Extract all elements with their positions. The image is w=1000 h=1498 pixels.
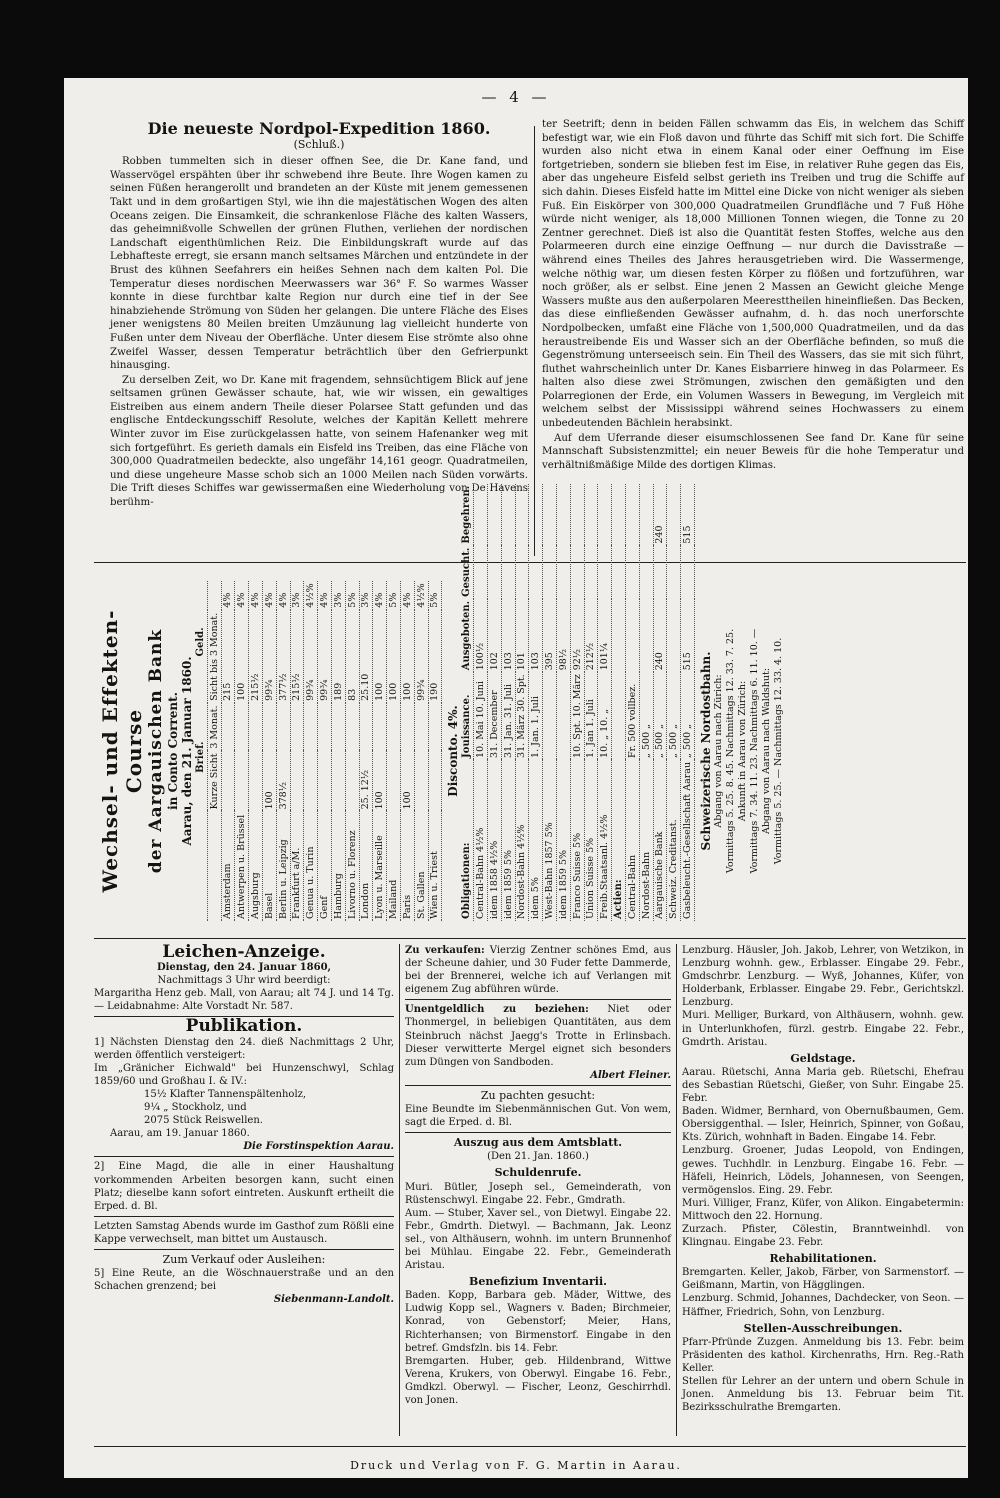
share-cell: Central-Bahn <box>625 760 639 921</box>
newspaper-page <box>64 78 968 1478</box>
jobs-entry: Pfarr-Pfründe Zuzgen. Anmeldung bis 13. Febr. beim Präsidenten des kathol. Kirchenraths, Hrn. Reg.-Rath Keller. <box>682 1336 964 1374</box>
fx-cell: 100 <box>262 751 276 812</box>
rail-line: Vormittags 5. 25. — Nachmittags 12. 33. 4. 10. <box>772 637 784 865</box>
fx-cell: 99¾ <box>304 610 318 703</box>
geld-entry: Baden. Widmer, Bernhard, von Obernußbaumen, Gem. Obersiggenthal. — Isler, Heinrich, Spinner, von Goßau, Kts. Zürich, wohnhaft in Baden. Eingabe 14. Febr. <box>682 1106 964 1144</box>
fx-cell <box>387 703 401 751</box>
fx-cell <box>304 703 318 751</box>
fx-cell <box>276 703 290 751</box>
bond-cell: 10. Spt. 10. März <box>571 674 583 758</box>
funeral-title: Leichen-Anzeige. <box>162 942 326 962</box>
bond-cell: 102 <box>487 599 501 672</box>
share-cell: „ 500 „ <box>681 672 695 760</box>
fx-cell <box>262 703 276 751</box>
bond-cell <box>543 546 557 599</box>
share-cell: „ 500 „ <box>639 672 653 760</box>
sale2-lead: Unentgeldlich zu beziehen: <box>405 1004 589 1016</box>
bond-row <box>543 484 557 921</box>
fx-cell: 3% <box>290 581 304 610</box>
bond-header: Obligationen: <box>460 760 473 921</box>
bond-cell <box>501 546 515 599</box>
fx-cell: Basel <box>262 811 276 921</box>
bond-row <box>501 484 515 921</box>
fx-cell <box>235 703 249 751</box>
share-row <box>653 484 667 921</box>
fx-cell: 5% <box>387 581 401 610</box>
rail-schedule <box>713 581 785 921</box>
share-cell: Schweiz. Creditanst. <box>667 760 681 921</box>
share-cell <box>639 599 653 672</box>
publication-title: Publikation. <box>185 1016 303 1037</box>
publication-item: 2075 Stück Reiswellen. <box>144 1115 263 1127</box>
bond-cell <box>584 484 598 546</box>
bond-cell <box>543 484 557 546</box>
fx-row <box>345 581 359 921</box>
ads-column-1 <box>94 944 394 1442</box>
fx-cell: 4% <box>318 581 332 610</box>
debt-entry: Muri. Bütler, Joseph sel., Gemeinderath, von Rüstenschwyl. Eingabe 22. Febr., Gmdrath. <box>405 1181 671 1206</box>
bond-cell <box>570 546 584 599</box>
fx-row <box>276 581 290 921</box>
header-geld: Geld. <box>194 581 207 703</box>
bond-cell: 10. Mai 10. Juni <box>474 672 488 760</box>
share-row <box>667 484 681 921</box>
fx-cell: 3% <box>331 581 345 610</box>
fx-cell <box>400 703 414 751</box>
fx-cell: 189 <box>331 610 345 703</box>
fx-row <box>400 581 414 921</box>
fx-cell: 100 <box>400 751 414 812</box>
bond-cell: Union Suisse 5% <box>584 760 598 921</box>
bond-cell <box>556 546 570 599</box>
fx-cell: Augsburg <box>249 811 263 921</box>
sale1-lead: Zu verkaufen: <box>405 945 485 956</box>
footer-rule <box>94 1446 966 1447</box>
fx-cell: Lyon u. Marseille <box>373 811 387 921</box>
share-cell <box>667 599 681 672</box>
bond-cell <box>556 672 570 760</box>
bond-cell: Freib.Staatsanl. 4½% <box>598 760 612 921</box>
geld-entry: Aarau. Rüetschi, Anna Maria geb. Rüetschi, Ehefrau des Sebastian Rüetschi, Gießer, von Suhr. Eingabe 25. Febr. <box>682 1066 964 1105</box>
rail-line: Abgang von Aarau nach Waldshut: <box>760 667 772 835</box>
fx-cell <box>414 751 428 812</box>
publication-text: 1] Nächsten Dienstag den 24. dieß Nachmittags 2 Uhr, werden öffentlich versteigert: <box>94 1036 394 1061</box>
bond-row <box>474 484 488 921</box>
fx-cell: 215½ <box>290 610 304 703</box>
bond-cell <box>529 484 543 546</box>
fx-cell: 5% <box>345 581 359 610</box>
rail-title: Schweizerische Nordostbahn. <box>698 651 713 851</box>
entry: Lenzburg. Häusler, Joh. Jakob, Lehrer, von Wetzikon, in Lenzburg wohnh. gew., Erblasser. Eingabe 29. Febr., Gmdschrbr. Lenzburg. — Wyß, Johannes, Küfer, von Holderbank, Erblasser. Eingabe 29. Febr., Gerichtskzl. Lenzburg. <box>682 945 964 1009</box>
funeral-line: Margaritha Henz geb. Mall, von Aarau; alt 74 J. und 14 Tg. — Leidabnahme: Alte Vorstadt Nr. 587. <box>94 988 394 1013</box>
share-cell: Nordost-Bahn <box>639 760 653 921</box>
lease-text: Eine Beundte im Siebenmännischen Gut. Von wem, sagt die Erped. d. Bl. <box>405 1104 671 1129</box>
rehab-entry: Lenzburg. Schmid, Johannes, Dachdecker, von Seon. — Häffner, Friedrich, Sohn, von Lenzburg. <box>682 1293 964 1318</box>
benefit-title: Benefizium Inventarii. <box>469 1275 607 1289</box>
header-brief: Brief. <box>194 703 207 812</box>
fx-cell: 25. 12½ <box>359 751 373 812</box>
exchange-table-subtitle: in Conto Corrent. <box>166 692 180 810</box>
bond-header: Gesucht. <box>461 547 473 597</box>
fx-cell: London <box>359 811 373 921</box>
bond-header: Begehren. <box>461 485 473 544</box>
fx-cell: 100 <box>400 610 414 703</box>
extract-title: Auszug aus dem Amtsblatt. <box>453 1136 623 1150</box>
imprint: Druck und Verlag von F. G. Martin in Aarau. <box>350 1459 682 1472</box>
lease-title: Zu pachten gesucht: <box>480 1088 596 1102</box>
bond-row <box>584 484 598 921</box>
bond-cell: 31. März 30. Spt. <box>516 674 528 758</box>
bond-cell: 103 <box>529 599 543 672</box>
share-cell <box>667 484 681 546</box>
sale-title: Zum Verkauf oder Ausleihen: <box>162 1252 326 1266</box>
fx-cell: 25.10 <box>359 610 373 703</box>
fx-row <box>262 581 276 921</box>
article-continuation: ter Seetrift; denn in beiden Fällen schwamm das Eis, in welchem das Schiff befestigt war, wie ein Floß davon und führte das Schiff mit sich fort. Die Schiffe wurden also nicht etwa in einem Kanal oder einer Oeffnung im Eise fortgetrieben, sondern sie blieben fest im Eise, in relativer Ruhe gegen das Eis, aber das ungeheure Eisfeld selbst gerieth ins Treiben und trug die Schiffe auf sich dahin. Dieses Eisfeld hatte im Mittel eine Dicke von nicht weniger als sieben Fuß. Ein Eiskörper von 300,000 Quadratmeilen Grundfläche und 7 Fuß Höhe würde nicht weniger, als 18,000 Millionen Tonnen wiegen, die Tonne zu 20 Zentner gerechnet. Dieß ist also die Quantität festen Stoffes, welche aus den Polarmeeren durch eine einzige Oeffnung — nur durch die Davisstraße — während eines Theiles des Jahres herausgetrieben wird. Die Wassermenge, welche nöthig war, um diesen festen Körper zu flößen und fortzuführen, war noch größer, als er selbst. Eine jenen 2 Massen an Gewicht gleiche Menge Wassers mußte aus den außerpolaren Meeresttheilen hineinfließen. Das Becken, das diese einfließenden Gewässer aufnahm, d. h. das noch unerforschte Nordpolbecken, umfaßt eine Fläche von 1,500,000 Quadratmeilen, und da das heraustreibende Eis und Wasser sich an der Oberfläche befinden, so muß die Gegenströmung unterseeisch sein. Ein Theil des Wassers, das sie mit sich führt, fluthet wahrscheinlich unter Dr. Kanes Eisbarriere hinweg in das Polarmeer. Es halten also diese zwei Strömungen, zwischen den gemäßigten und den Polarregionen der Erde, ein Volumen Wassers in Bewegung, im Vergleich mit welchem selbst der Mississippi während seines Hochwassers zu einem unbedeutenden Bächlein herabsinkt. <box>542 119 964 430</box>
sale-signature: Siebenmann-Landolt. <box>273 1294 394 1306</box>
fx-cell: 4½% <box>414 581 428 610</box>
publication-item: 15½ Klafter Tannenspältenholz, <box>144 1088 307 1100</box>
fx-cell <box>428 703 442 751</box>
fx-cell <box>221 703 235 751</box>
fx-cell <box>318 703 332 751</box>
rail-line: Ankunft in Aarau von Zürich: <box>736 680 748 822</box>
subheader <box>207 581 221 610</box>
fx-cell <box>290 703 304 751</box>
article-title: Die neueste Nordpol-Expedition 1860. <box>147 119 491 138</box>
fx-cell: 4% <box>221 581 235 610</box>
divider <box>94 1216 394 1217</box>
header-blank <box>194 811 207 921</box>
column-divider <box>399 944 400 1436</box>
bond-cell <box>570 484 584 546</box>
fx-cell: Wien u. Triest <box>428 811 442 921</box>
bond-cell: 103 <box>501 599 515 672</box>
share-cell: 515 <box>681 484 695 546</box>
divider <box>405 1085 671 1086</box>
sale-text: 5] Eine Reute, an die Wöschnauerstraße und an den Schachen grenzend; bei <box>94 1268 394 1293</box>
divider <box>94 1249 394 1250</box>
share-cell: 240 <box>653 484 667 546</box>
bond-cell <box>515 546 529 599</box>
share-cell: „ 500 „ <box>653 672 667 760</box>
fx-cell <box>331 703 345 751</box>
fx-cell: 4½% <box>304 581 318 610</box>
bond-cell: 1. Jan. 1. Juli <box>529 672 543 760</box>
sale2 <box>405 1003 671 1068</box>
exchange-rate-table <box>94 485 966 936</box>
fx-row <box>290 581 304 921</box>
fx-row <box>428 581 442 921</box>
bond-cell: 98½ <box>556 599 570 672</box>
subheader <box>207 811 221 921</box>
share-cell: Fr. 500 vollbez. <box>625 672 639 760</box>
fx-cell <box>428 751 442 812</box>
fx-cell: Mailand <box>387 811 401 921</box>
fx-cell: 215 <box>221 610 235 703</box>
fx-cell <box>249 751 263 812</box>
bond-cell: Central-Bahn 4½% <box>474 760 488 921</box>
share-cell: 515 <box>681 599 695 672</box>
fx-cell: 100 <box>235 610 249 703</box>
fx-cell: 4% <box>276 581 290 610</box>
bond-cell <box>543 672 557 760</box>
fx-cell: 100 <box>373 751 387 812</box>
share-cell <box>639 546 653 599</box>
subheader: 3 Monat. <box>207 703 221 751</box>
bond-cell <box>598 546 612 599</box>
fx-cell: 3% <box>359 581 373 610</box>
fx-cell: Frankfurt a/M. <box>290 811 304 921</box>
bond-cell: 395 <box>543 599 557 672</box>
fx-row <box>235 581 249 921</box>
share-row <box>639 484 653 921</box>
article-paragraph-1: Robben tummelten sich in dieser offnen See, die Dr. Kane fand, und Wasservögel erspähten über ihr schwebend ihre Beute. Ihre Wogen kamen zu seinen Füßen herangerollt und brandeten an der Küste mit jenem gemessenen Takt und in dem großartigen Styl, wie ihn die majestätischen Wogen des alten Oceans zeigen. Die Einsamkeit, die schrankenlose Fläche des kalten Wassers, das geheimnißvolle Schwellen der grünen Fluthen, verliehen der nordischen Landschaft eigenthümlichen Reiz. Die Einbildungskraft wurde auf das Lebhafteste erregt, sie ersann manch seltsames Märchen und entzündete in der Brust des kühnen Seefahrers ein heißes Sehnen nach dem kalten Pol. Die Temperatur dieses nordischen Meerwassers war 36° F. So warmes Wasser konnte in diese furchtbar kalte Region nur durch eine tief in der See hinabziehende Strömung von Süden her gelangen. Die untere Fläche des Eises jener wenigstens 80 Meilen breiten Umzäunung lag vielleicht hunderte von Fußen unter dem Niveau der Oberfläche. Unter diesem Eise strömte also ohne Zweifel Wasser, dessen Temperatur beträchtlich über den Gefrierpunkt hinausging. <box>110 156 528 372</box>
fx-cell: Genua u. Turin <box>304 811 318 921</box>
sale1-text: Vierzig Zentner schönes Emd, aus der Scheune dahier, und 30 Fuder fette Dammerde, bei der Brennerei, welche ich auf Verlangen mit eigenem Zug abführen würde. <box>405 945 671 996</box>
divider <box>405 999 671 1000</box>
fx-row <box>331 581 345 921</box>
fx-cell: Genf <box>318 811 332 921</box>
fx-row <box>221 581 235 921</box>
bond-cell <box>487 546 501 599</box>
fx-row <box>249 581 263 921</box>
bond-cell: Nordost-Bahn 4½% <box>515 760 529 921</box>
fx-cell <box>359 703 373 751</box>
bond-cell: 101¼ <box>598 599 612 672</box>
funeral-line: Dienstag, den 24. Januar 1860, <box>156 962 332 974</box>
bond-cell <box>529 546 543 599</box>
bond-cell <box>501 484 515 546</box>
bond-cell: 212½ <box>584 599 598 672</box>
share-cell: 240 <box>653 599 667 672</box>
exchange-rows <box>194 581 442 921</box>
fx-cell: 5% <box>428 581 442 610</box>
fx-cell: Antwerpen u. Brüssel <box>235 811 249 921</box>
fx-cell <box>414 703 428 751</box>
bond-header: Jouissance. <box>460 672 473 760</box>
fx-cell <box>373 703 387 751</box>
fx-cell: Hamburg <box>331 811 345 921</box>
article-paragraph-2: Zu derselben Zeit, wo Dr. Kane mit fragendem, sehnsüchtigem Blick auf jene seltsamen grünen Gewässer schaute, hat, wie wir wissen, ein gewaltiges Eistreiben aus einem andern Theile dieser Polarsee Statt gefunden und das englische Entdeckungsschiff Resolute, welches der Kapitän Kellett mehrere Winter zuvor im Eise zurückgelassen hatte, von seinem Hafenanker weg mit sich fortgeführt. Es gerieth damals ein Eisfeld ins Treiben, das eine Fläche von 300,000 Quadratmeilen bedeckte, also ungefähr 14,161 geogr. Quadratmeilen, und diese ungeheure Masse schob sich an 1000 Meilen nach Süden vorwärts. Die Trift dieses Schiffes war gewissermaßen eine Wiederholung von De Havens berühm- <box>110 374 528 509</box>
bond-body <box>474 484 612 921</box>
bond-cell <box>584 546 598 599</box>
bond-cell: 31. December <box>487 672 501 760</box>
debt-entry: Aum. — Stuber, Xaver sel., von Dietwyl. Eingabe 22. Febr., Gmdrth. Dietwyl. — Bachmann, Jak. Leonz sel., von Althäusern, wohnh. im untern Brunnenhof bei Mühlau. Eingabe 22. Febr., Gemeinderath Aristau. <box>405 1207 671 1272</box>
bond-cell: 101 <box>515 599 529 672</box>
bond-cell: 92½ <box>570 599 584 672</box>
share-body <box>625 484 694 921</box>
fx-cell: 4% <box>249 581 263 610</box>
fx-cell: 100 <box>373 610 387 703</box>
fx-row <box>304 581 318 921</box>
fx-cell: 190 <box>428 610 442 703</box>
fx-cell <box>304 751 318 812</box>
benefit-entry: Baden. Kopp, Barbara geb. Mäder, Wittwe, des Ludwig Kopp sel., Wagners v. Baden; Birchmeier, Konrad, von Gebenstorf; Meier, Hans, Richterhansen; von Birmenstorf. Eingabe in den betref. Gmdsfzln. bis 14. Febr. <box>405 1290 671 1354</box>
exchange-table-date: Aarau, den 21. Januar 1860. <box>180 656 194 846</box>
bond-row <box>515 484 529 921</box>
share-cell <box>625 599 639 672</box>
bond-row <box>556 484 570 921</box>
bond-row <box>529 484 543 921</box>
share-cell: Gasbeleucht.-Gesellschaft Aarau <box>681 761 693 919</box>
fx-cell <box>221 751 235 812</box>
bond-cell: idem 1859 5% <box>556 760 570 921</box>
fx-cell <box>249 703 263 751</box>
sale1 <box>405 944 671 996</box>
fx-cell <box>235 751 249 812</box>
fx-row <box>387 581 401 921</box>
bond-cell: 1. Jan 1. Juli <box>584 672 598 760</box>
ads-column-3 <box>682 944 964 1442</box>
bond-row <box>487 484 501 921</box>
rail-line: Abgang von Aarau nach Zürich: <box>712 674 724 828</box>
bond-cell: 10. „ 10. „ <box>598 672 612 760</box>
bond-cell: 31. Jan. 31. Juli <box>501 672 515 760</box>
publication-place: Im „Gränicher Eichwald" bei Hunzenschwyl, Schlag 1859/60 und Großhau I. & IV.: <box>94 1062 394 1087</box>
bond-cell <box>556 484 570 546</box>
shares-heading: Actien: <box>612 484 626 921</box>
sale2-text: Niet oder Thonmergel, in beliebigen Quantitäten, aus dem Steinbruch nächst Jaegg's Trotte in Erlinsbach. Dieser verwitterte Mergel eignet sich besonders zum Düngen von Sandboden. <box>405 1004 671 1068</box>
fx-row <box>373 581 387 921</box>
geld-entry: Muri. Villiger, Franz, Küfer, von Alikon. Eingabetermin: Mittwoch den 22. Hornung. <box>682 1197 964 1222</box>
bond-cell <box>487 484 501 546</box>
entry: Muri. Melliger, Burkard, von Althäusern, wohnh. gew. in Unterlunkhofen, fürzl. gestrb. Eingabe 22. Febr., Gmdrth. Aristau. <box>682 1010 964 1048</box>
fx-cell: Paris <box>400 811 414 921</box>
debt-title: Schuldenrufe. <box>494 1166 582 1180</box>
jobs-entry: Stellen für Lehrer an der untern und obern Schule in Jonen. Anmeldung bis 13. Februar beim Tit. Bezirksschulrathe Bremgarten. <box>682 1376 964 1414</box>
fx-cell <box>318 751 332 812</box>
share-cell: „ 500 „ <box>667 672 681 760</box>
share-cell <box>681 546 695 599</box>
geld-entry: Lenzburg. Groener, Judas Leopold, von Endingen, gewes. Tuchhdlr. in Lenzburg. Eingabe 16. Febr. — Häfeli, Heinrich, Lödels, Johannesen, von Seengen, vermögenslos. Eing. 29. Febr. <box>682 1145 964 1196</box>
sale2-signature: Albert Fleiner. <box>590 1069 671 1081</box>
fx-cell <box>345 703 359 751</box>
share-cell: Aargauische Bank <box>653 760 667 921</box>
bond-row <box>570 484 584 921</box>
fx-cell: 4% <box>235 581 249 610</box>
exchange-table-rotated <box>98 485 958 921</box>
share-cell <box>653 546 667 599</box>
fx-cell: 100 <box>387 610 401 703</box>
bond-row <box>598 484 612 921</box>
disconto: Disconto. 4%. <box>446 705 461 797</box>
ads-column-2 <box>405 944 671 1442</box>
funeral-line: Nachmittags 3 Uhr wird beerdigt: <box>157 975 331 987</box>
bond-rows <box>460 484 695 921</box>
table-bottom-rule <box>94 938 966 939</box>
exchange-table-title: Wechsel- und Effekten-Course <box>98 609 146 893</box>
article-paragraph-3: Auf dem Uferrande dieser eisumschlossenen See fand Dr. Kane für seine Mannschaft Subsistenzmittel; ein neuer Beweis für die hohe Temperatur und verhältnißmäßige Milde des dortigen Klimas. <box>542 432 964 471</box>
fx-row <box>359 581 373 921</box>
share-row <box>625 484 639 921</box>
share-cell <box>667 546 681 599</box>
bond-cell: 100½ <box>474 599 488 672</box>
rehab-entry: Bremgarten. Keller, Jakob, Färber, von Sarmenstorf. — Geißmann, Martin, von Hägglingen. <box>682 1267 964 1292</box>
fx-cell <box>387 751 401 812</box>
fx-cell: St. Gallen <box>414 811 428 921</box>
fx-cell: 99¾ <box>318 610 332 703</box>
fx-cell: 99¾ <box>262 610 276 703</box>
publication-date: Aarau, am 19. Januar 1860. <box>110 1128 250 1140</box>
fx-cell: 215½ <box>249 610 263 703</box>
bond-cell: idem 1858 4½% <box>487 760 501 921</box>
fx-cell <box>345 751 359 812</box>
fx-cell: 83 <box>345 610 359 703</box>
fx-cell: 99¾ <box>414 610 428 703</box>
subheader: Sicht bis 3 Monat. <box>207 610 221 703</box>
column-divider <box>676 944 677 1436</box>
fx-cell: Amsterdam <box>221 811 235 921</box>
extract-date: (Den 21. Jan. 1860.) <box>487 1151 589 1163</box>
fx-cell: Berlin u. Leipzig <box>276 811 290 921</box>
bond-cell <box>474 546 488 599</box>
jobs-title: Stellen-Ausschreibungen. <box>743 1321 903 1335</box>
bond-cell <box>474 484 488 546</box>
maid-ad: 2] Eine Magd, die alle in einer Haushaltung vorkommenden Arbeiten besorgen kann, sucht einen Platz; dieselbe kann sofort eintreten. Auskunft ertheilt die Erped. d. Bl. <box>94 1161 394 1212</box>
article-subtitle: (Schluß.) <box>293 137 345 151</box>
rail-line: Vormittags 5. 25. 8. 45. Nachmittags 12. 33. 7. 25. <box>724 628 736 874</box>
bond-cell <box>598 484 612 546</box>
fx-cell: 4% <box>400 581 414 610</box>
bond-cell: Franco Suisse 5% <box>570 760 584 921</box>
geld-entry: Zurzach. Pfister, Cölestin, Branntweinhdl. von Klingnau. Eingabe 23. Febr. <box>682 1223 964 1249</box>
bond-cell: West-Bahn 1857 5% <box>543 760 557 921</box>
fx-cell: 377½ <box>276 610 290 703</box>
rehab-title: Rehabilitationen. <box>769 1252 877 1266</box>
subheader: Kurze Sicht <box>207 751 221 812</box>
fx-cell <box>290 751 304 812</box>
bond-header: Ausgeboten. <box>461 600 473 671</box>
bond-cell: idem 5% <box>529 760 543 921</box>
publication-signature: Die Forstinspektion Aarau. <box>243 1141 394 1153</box>
fx-row <box>318 581 332 921</box>
cap-ad: Letzten Samstag Abends wurde im Gasthof zum Rößli eine Kappe verwechselt, man bittet um Austausch. <box>94 1220 394 1245</box>
fx-rows <box>221 581 442 921</box>
divider <box>94 1156 394 1157</box>
fx-cell <box>331 751 345 812</box>
page-number: — 4 — <box>481 88 551 106</box>
fx-cell: 4% <box>262 581 276 610</box>
bond-cell: idem 1859 5% <box>501 760 515 921</box>
share-cell <box>639 484 653 546</box>
fx-row <box>414 581 428 921</box>
rail-line: Vormittags 7. 34. 11. 23. Nachmittags 6. 11. 10. — <box>748 628 760 874</box>
exchange-table-title-2: der Aargauischen Bank <box>146 628 166 874</box>
bond-cell <box>515 484 529 546</box>
share-row <box>681 484 695 921</box>
fx-cell: 378½ <box>276 751 290 812</box>
fx-cell: Livorno u. Florenz <box>345 811 359 921</box>
share-cell <box>625 484 639 546</box>
publication-item: 9¼ „ Stockholz, und <box>144 1102 247 1114</box>
geld-title: Geldstage. <box>790 1051 856 1065</box>
divider <box>405 1132 671 1133</box>
share-cell <box>625 546 639 599</box>
fx-cell: 4% <box>373 581 387 610</box>
benefit-entry: Bremgarten. Huber, geb. Hildenbrand, Wittwe Verena, Krukers, von Oberwyl. Eingabe 16. Febr., Gmdkzl. Oberwyl. — Fischer, Leonz, Geschirrhdl. von Jonen. <box>405 1355 671 1406</box>
